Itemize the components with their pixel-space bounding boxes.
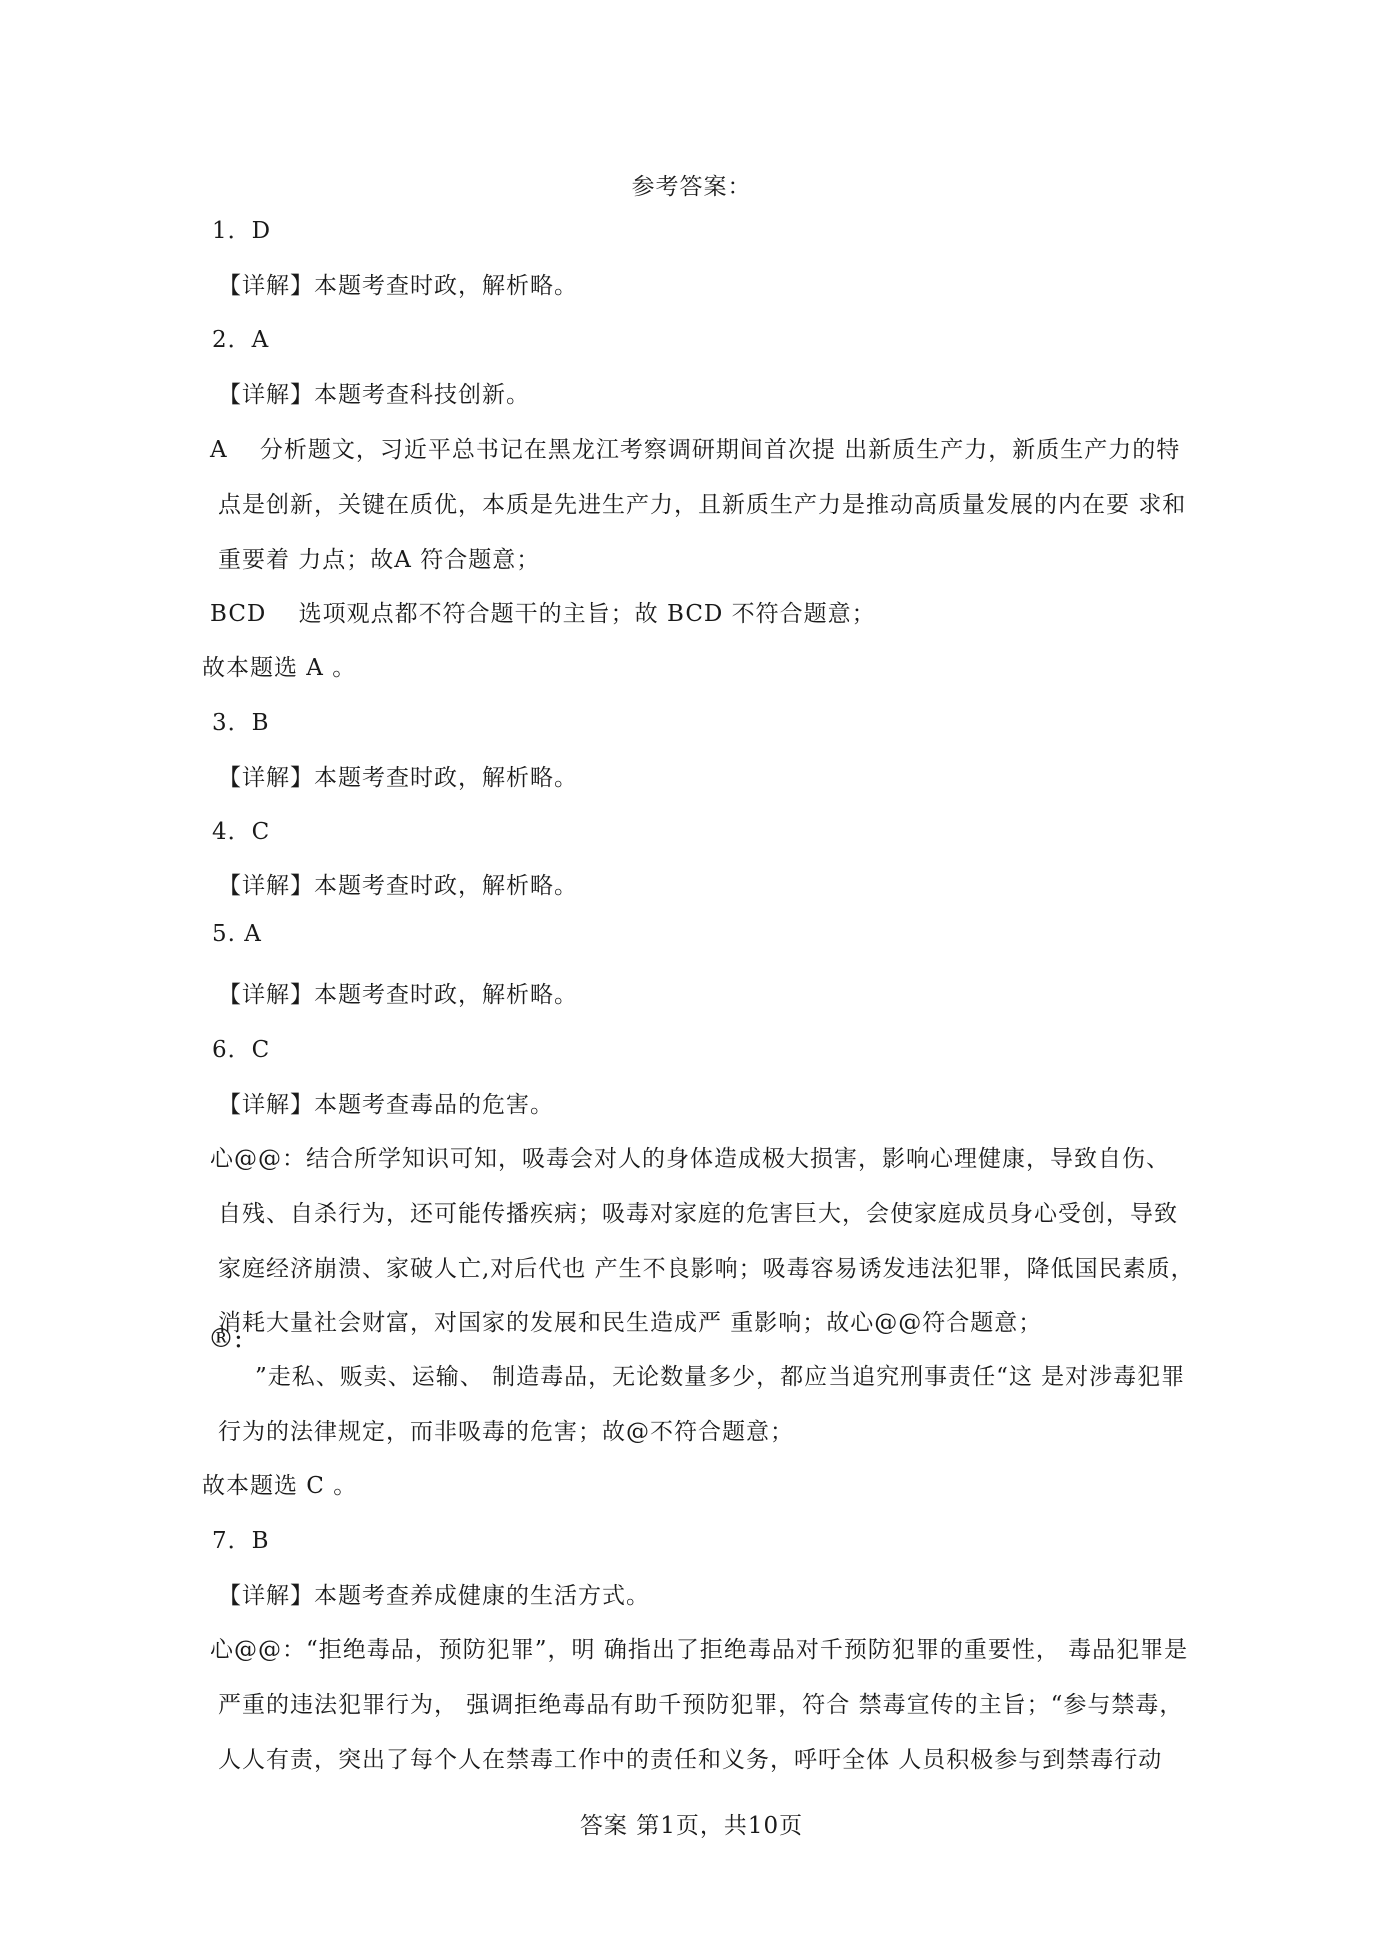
answer-number: 1．D <box>212 218 272 244</box>
answer-number: 2．A <box>212 327 270 353</box>
page-footer: 答案 第1页，共10页 <box>579 1813 804 1839</box>
answer-detail: 【详解】本题考查时政，解析略。 <box>218 982 578 1008</box>
analysis-text: 心@@：“拒绝毒品，预防犯罪”，明 确指出了拒绝毒品对千预防犯罪的重要性， 毒品犯罪是 <box>210 1637 1189 1663</box>
page-title: 参考答案： <box>631 174 752 200</box>
answer-detail: 【详解】本题考查时政，解析略。 <box>218 273 578 299</box>
analysis-text: 人人有责，突出了每个人在禁毒工作中的责任和义务，呼吁全体 人员积极参与到禁毒行动 <box>218 1747 1163 1773</box>
answer-number: 7．B <box>212 1528 270 1554</box>
answer-number: 5. A <box>212 921 262 947</box>
analysis-text: 严重的违法犯罪行为， 强调拒绝毒品有助千预防犯罪，符合 禁毒宣传的主旨；“参与禁毒， <box>218 1692 1184 1718</box>
analysis-text: 家庭经济崩溃、家破人亡,对后代也 产生不良影响；吸毒容易诱发违法犯罪，降低国民素质， <box>218 1256 1195 1282</box>
circled-marker: ®: <box>208 1324 243 1354</box>
analysis-text: 行为的法律规定，而非吸毒的危害；故@不符合题意； <box>218 1419 794 1445</box>
analysis-text: A 分析题文，习近平总书记在黑龙江考察调研期间首次提 出新质生产力，新质生产力的特 <box>210 437 1181 463</box>
analysis-text: 点是创新，关键在质优，本质是先进生产力，且新质生产力是推动高质量发展的内在要 求和 <box>218 492 1187 518</box>
answer-number: 3．B <box>212 710 270 736</box>
analysis-text: 重要着 力点；故A 符合题意； <box>218 547 541 573</box>
answer-number: 4．C <box>212 819 271 845</box>
conclusion-text: 故本题选 C 。 <box>202 1473 358 1499</box>
analysis-text: 心@@：结合所学知识可知，吸毒会对人的身体造成极大损害，影响心理健康，导致自伤、 <box>210 1146 1170 1172</box>
analysis-text: 自残、自杀行为，还可能传播疾病；吸毒对家庭的危害巨大，会使家庭成员身心受创，导致 <box>218 1201 1178 1227</box>
answer-number: 6．C <box>212 1037 271 1063</box>
analysis-text: BCD 选项观点都不符合题干的主旨；故 BCD 不符合题意； <box>210 601 876 627</box>
answer-detail: 【详解】本题考查养成健康的生活方式。 <box>218 1583 650 1609</box>
conclusion-text: 故本题选 A 。 <box>202 655 357 681</box>
answer-detail: 【详解】本题考查毒品的危害。 <box>218 1092 554 1118</box>
answer-detail: 【详解】本题考查科技创新。 <box>218 382 530 408</box>
analysis-text: ”走私、贩卖、运输、 制造毒品，无论数量多少，都应当追究刑事责任“这 是对涉毒犯罪 <box>255 1364 1186 1390</box>
analysis-text: 消耗大量社会财富，对国家的发展和民生造成严 重影响；故心@@符合题意； <box>218 1310 1043 1336</box>
answer-detail: 【详解】本题考查时政，解析略。 <box>218 873 578 899</box>
answer-detail: 【详解】本题考查时政，解析略。 <box>218 765 578 791</box>
